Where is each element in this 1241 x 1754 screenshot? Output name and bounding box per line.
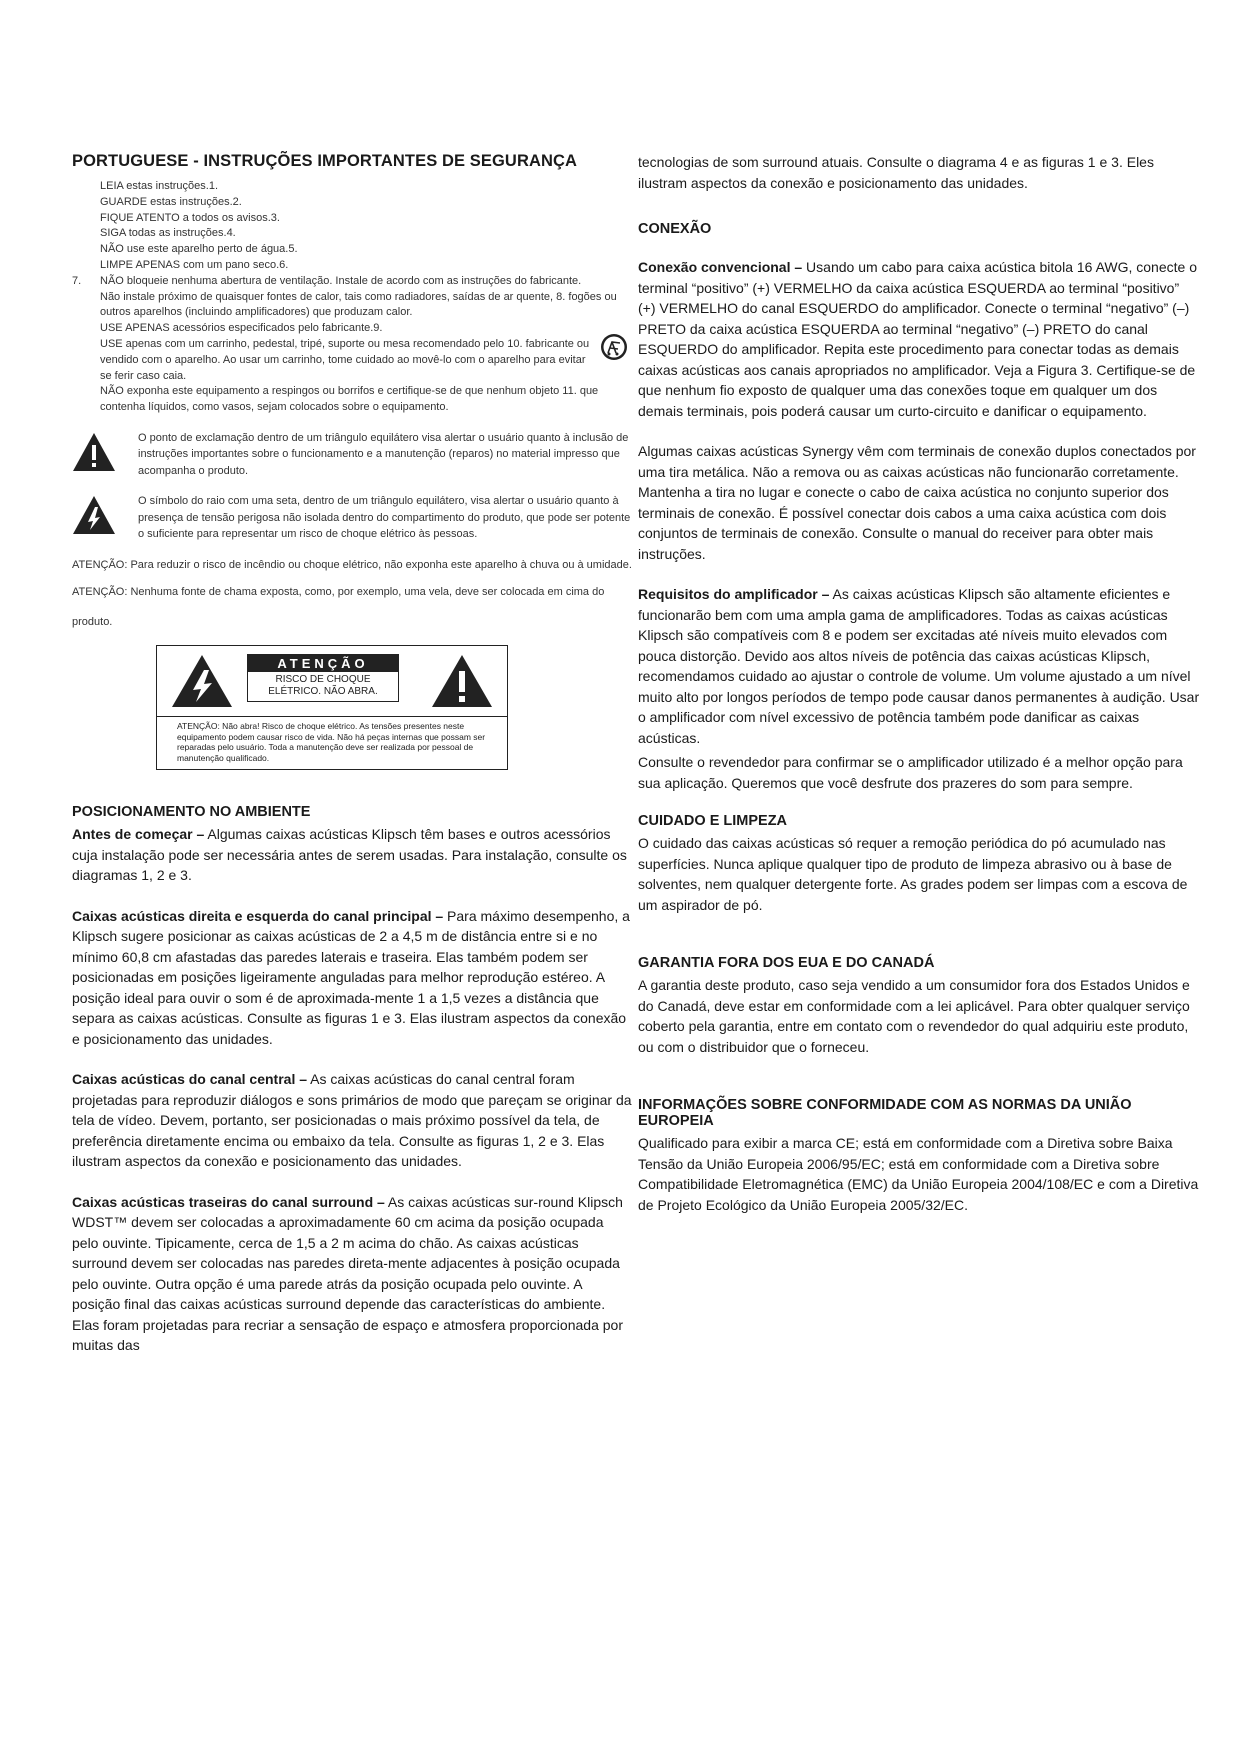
safety-item: FIQUE ATENTO a todos os avisos.3. — [100, 211, 280, 224]
lightning-triangle-icon — [171, 654, 233, 708]
lightning-note: O símbolo do raio com uma seta, dentro de um triângulo equilátero, visa alertar o usuário quanto à presença de tensão perigosa não isolada dentro do compartimento do produto, que pode ser potente o suficiente para representar um risco de choque elétrico às pessoas. — [72, 493, 632, 543]
caution-subtitle: RISCO DE CHOQUE ELÉTRICO. NÃO ABRA. — [268, 674, 378, 698]
positioning-heading: POSICIONAMENTO NO AMBIENTE — [72, 804, 311, 821]
connection-heading: CONEXÃO — [638, 221, 712, 237]
exclamation-note: O ponto de exclamação dentro de um triângulo equilátero visa alertar o usuário quanto à inclusão de instruções importantes sobre o funcionamento e a manutenção (reparos) no material impresso que acompanha o produto. — [72, 430, 632, 480]
exclamation-triangle-icon — [431, 654, 493, 708]
connection-conventional: Conexão convencional – Usando um cabo para caixa acústica bitola 16 AWG, conecte o terminal “positivo” (+) VERMELHO da caixa acústica ESQUERDA ao terminal “positivo” (+) VERMELHO do canal ESQUERDO do amplificador. Conecte o terminal “negativo” (–) PRETO da caixa acústica ESQUERDA ao terminal “negativo” (–) PRETO do canal ESQUERDO do amplificador. Repita este procedimento para conectar todas as demais caixas acústicas aos canais apropriados no amplificador. Veja a Figura 3. Certifique-se de que nenhum fio exposto de qualquer uma das conexões toque em qualquer um dos demais terminais, pois poderá causar um curto-circuito e danificar o equipamento. — [638, 259, 1197, 419]
compliance-text: Qualificado para exibir a marca CE; está em conformidade com a Diretiva sobre Baixa Tensão da União Europeia 2006/95/EC; está em conformidade com a Diretiva sobre Compatibilidade Eletromagnética (EMC) da União Europeia 2004/108/EC e com a Diretiva de Projeto Ecológico da União Europeia 2005/32/EC. — [638, 1135, 1199, 1213]
positioning-center: Caixas acústicas do canal central – As caixas acústicas do canal central foram projetadas para reproduzir diálogos e sons primários de modo que pareçam se originar da tela de vídeo. Devem, portanto, ser posicionadas o mais próximo possível da tela, de preferência diretamente encima ou embaixo da tela. Consulte as figuras 1, 2 e 3. Elas ilustram aspectos da conexão e posicionamento das unidades. — [72, 1071, 632, 1170]
safety-item: LEIA estas instruções.1. — [100, 180, 219, 192]
connection-amplifier: Requisitos do amplificador – As caixas acústicas Klipsch são altamente eficientes e funcionarão bem com uma ampla gama de amplificadores. Todas as caixas acústicas Klipsch são compatíveis com 8 e podem ser excitadas até níveis muito elevados com pouca distorção. Devido aos altos níveis de potência das caixas acústicas Klipsch, recomendamos cuidado ao ajustar o controle de volume. Um volume ajustado a um nível muito alto por longos períodos de tempo pode causar danos permanentes à audição. Usar o amplificador com nível excessivo de potência também pode danificar as caixas acústicas. — [638, 586, 1200, 746]
safety-item: GUARDE estas instruções.2. — [100, 195, 242, 208]
caution-center — [247, 654, 399, 702]
care-heading: CUIDADO E LIMPEZA — [638, 813, 788, 829]
safety-item: LIMPE APENAS com um pano seco.6. — [100, 258, 289, 271]
lightning-triangle-icon — [72, 495, 116, 535]
safety-item: 7. NÃO bloqueie nenhuma abertura de ventilação. Instale de acordo com as instruções do fabricante. — [72, 274, 582, 287]
safety-title: PORTUGUESE - INSTRUÇÕES IMPORTANTES DE SEGURANÇA — [72, 152, 578, 170]
caution-title: ATENÇÃO — [248, 655, 398, 672]
compliance-heading: INFORMAÇÕES SOBRE CONFORMIDADE COM AS NORMAS DA UNIÃO EUROPEIA — [638, 1097, 1132, 1129]
warranty-heading: GARANTIA FORA DOS EUA E DO CANADÁ — [638, 955, 935, 971]
positioning-before: Antes de começar – Algumas caixas acústicas Klipsch têm bases e outros acessórios cuja instalação pode ser necessária antes de serem usadas. Para instalação, consulte os diagramas 1, 2 e 3. — [72, 826, 627, 884]
cart-tip-warning-icon — [600, 333, 628, 361]
safety-item: NÃO use este aparelho perto de água.5. — [100, 243, 298, 256]
warranty-text: A garantia deste produto, caso seja vendido a um consumidor fora dos Estados Unidos e do Canadá, deve estar em conformidade com a lei aplicável. Para obter qualquer serviço coberto pela garantia, entre em contato com o revendedor do qual adquiriu este produto, ou com o distribuidor que o forneceu. — [638, 977, 1190, 1055]
right-column — [638, 152, 1200, 1215]
connection-dealer: Consulte o revendedor para confirmar se o amplificador utilizado é a melhor opção para sua aplicação. Queremos que você desfrute dos prazeres do som para sempre. — [638, 754, 1183, 791]
safety-item: Não instale próximo de quaisquer fontes de calor, tais como radiadores, saídas de ar quente, 8. fogões ou outros aparelhos (incluindo amplificadores) que produzam calor. — [100, 290, 617, 319]
right-intro: tecnologias de som surround atuais. Consulte o diagrama 4 e as figuras 1 e 3. Eles ilustram aspectos da conexão e posicionamento das unidades. — [638, 154, 1154, 191]
connection-synergy: Algumas caixas acústicas Synergy vêm com terminais de conexão duplos conectados por uma tira metálica. Não a remova ou as caixas acústicas não funcionarão corretamente. Mantenha a tira no lugar e conecte o cabo de caixa acústica no conjunto superior dos terminais de conexão. É possível conectar dois cabos a uma caixa acústica com dois conjuntos de terminais de conexão. Consulte o manual do receiver para obter mais instruções. — [638, 443, 1196, 562]
caution-text: ATENÇÃO: Não abra! Risco de choque elétrico. As tensões presentes neste equipamento podem causar risco de vida. Não há peças internas que possam ser reparadas pelo usuário. Toda a manutenção deve ser realizada por pessoal de manutenção qualificado. — [157, 716, 507, 769]
positioning-main: Caixas acústicas direita e esquerda do canal principal – Para máximo desempenho, a Klipsch sugere posicionar as caixas acústicas de 2 a 4,5 m de distância entre si e no mínimo 60,8 cm afastadas das paredes laterais e traseira. Elas também podem ser posicionadas em posições ligeiramente anguladas para melhor reprodução estéreo. A posição ideal para ouvir o som é de aproximada-mente 1 a 1,5 vezes a distância que separa as caixas acústicas. Consulte as figuras 1 e 3. Elas ilustram aspectos da conexão e posicionamento das unidades. — [72, 907, 630, 1047]
caution-label — [156, 645, 508, 770]
attention-rain: ATENÇÃO: Para reduzir o risco de incêndio ou choque elétrico, não exponha este aparelho à chuva ou à umidade. — [72, 558, 632, 571]
safety-item: SIGA todas as instruções.4. — [100, 227, 236, 240]
safety-list — [72, 179, 632, 416]
attention-flame: ATENÇÃO: Nenhuma fonte de chama exposta, como, por exemplo, uma vela, deve ser colocada em cima do produto. — [72, 586, 605, 629]
left-column — [72, 152, 632, 1356]
care-text: O cuidado das caixas acústicas só requer a remoção periódica do pó acumulado nas superfícies. Nunca aplique qualquer tipo de produto de limpeza abrasivo ou à base de solventes, nem qualquer detergente forte. As grades podem ser limpas com a escova de um aspirador de pó. — [638, 835, 1188, 913]
positioning-surround: Caixas acústicas traseiras do canal surround – As caixas acústicas sur-round Klipsch WDST™ devem ser colocadas a aproximadamente 60 cm acima da posição ocupada pelo ouvinte. Tipicamente, cerca de 1,5 a 2 m acima do chão. As caixas acústicas surround devem ser colocadas nas paredes direta-mente adjacentes à posição ocupada pelo ouvinte. Outra opção é uma parede atrás da posição ocupada pelo ouvinte. A posição final das caixas acústicas surround depende das características do ambiente. Elas foram projetadas para recriar a sensação de espaço e atmosfera proporcionada por muitas das — [72, 1193, 623, 1354]
safety-item: NÃO exponha este equipamento a respingos ou borrifos e certifique-se de que nenhum objeto 11. que contenha líquidos, como vasos, sejam colocados sobre o equipamento. — [100, 385, 599, 414]
safety-item: USE apenas com um carrinho, pedestal, tripé, suporte ou mesa recomendado pelo 10. fabricante ou vendido com o aparelho. Ao usar um carrinho, tome cuidado ao movê-lo com o aparelho para evitar se ferir caso caia. — [72, 337, 632, 384]
exclamation-triangle-icon — [72, 432, 116, 472]
safety-item: USE APENAS acessórios especificados pelo fabricante.9. — [100, 322, 383, 335]
